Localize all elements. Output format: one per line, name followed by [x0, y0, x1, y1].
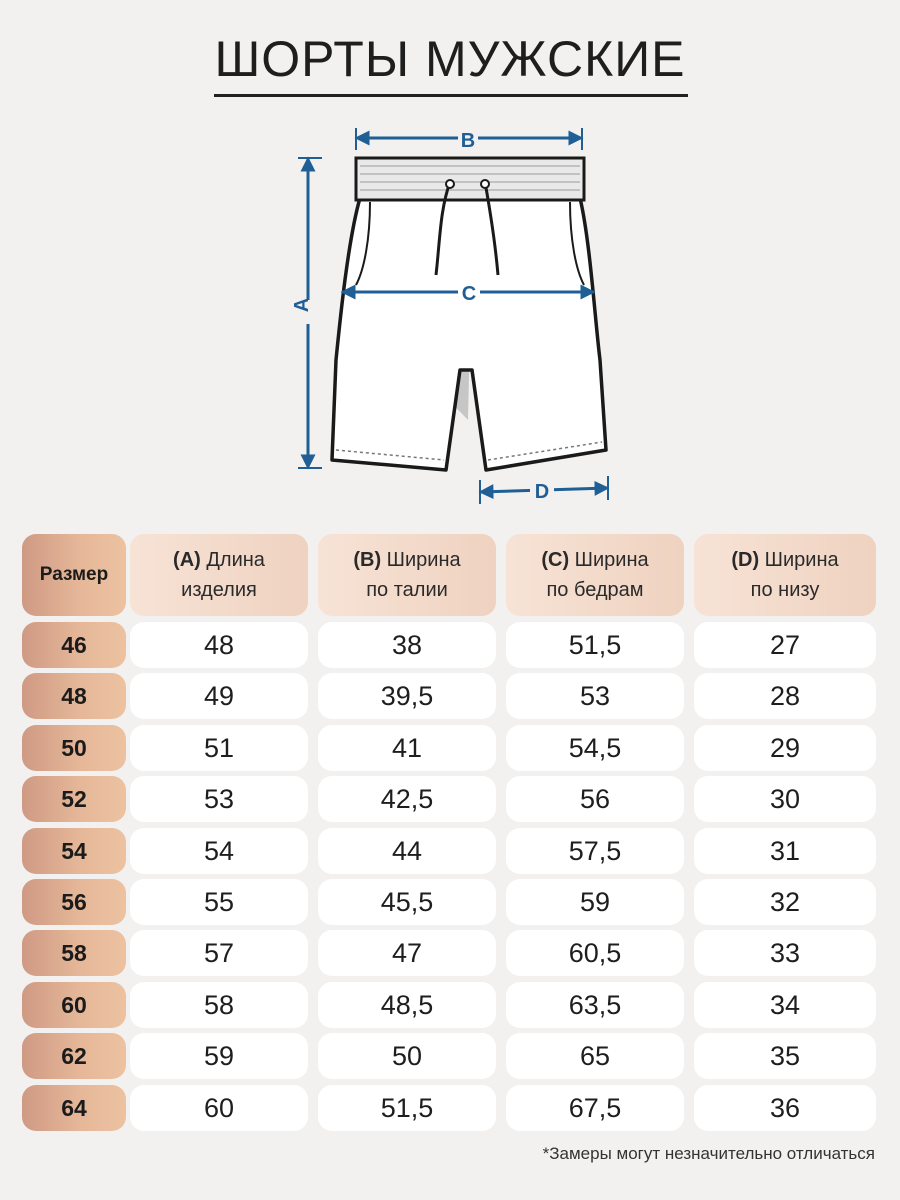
value-cell-d: 33	[694, 930, 876, 976]
size-cell: 56	[22, 879, 126, 925]
value-cell-c: 63,5	[506, 982, 684, 1028]
column-key: (B)	[353, 549, 382, 571]
value-cell-a: 55	[130, 879, 308, 925]
size-cell: 60	[22, 982, 126, 1028]
label-c: C	[461, 283, 477, 305]
value-cell-a: 48	[130, 622, 308, 668]
column-subtitle: по талии	[366, 579, 448, 601]
value-cell-b: 38	[318, 622, 496, 668]
column-subtitle: изделия	[181, 579, 257, 601]
size-cell: 48	[22, 673, 126, 719]
value-cell-c: 51,5	[506, 622, 684, 668]
value-cell-a: 60	[130, 1085, 308, 1131]
value-cell-d: 34	[694, 982, 876, 1028]
shorts-diagram	[290, 120, 630, 520]
value-cell-c: 59	[506, 879, 684, 925]
column-header-d	[694, 534, 876, 616]
value-cell-d: 35	[694, 1033, 876, 1079]
title-underline	[214, 94, 688, 97]
size-cell: 54	[22, 828, 126, 874]
size-cell: 52	[22, 776, 126, 822]
value-cell-c: 53	[506, 673, 684, 719]
column-subtitle: по низу	[750, 579, 820, 601]
value-cell-b: 51,5	[318, 1085, 496, 1131]
size-cell: 64	[22, 1085, 126, 1131]
value-cell-b: 45,5	[318, 879, 496, 925]
value-cell-b: 50	[318, 1033, 496, 1079]
value-cell-c: 65	[506, 1033, 684, 1079]
label-d: D	[534, 481, 550, 503]
value-cell-a: 58	[130, 982, 308, 1028]
column-header-c	[506, 534, 684, 616]
column-title: Ширина	[386, 549, 461, 571]
size-cell: 50	[22, 725, 126, 771]
value-cell-b: 42,5	[318, 776, 496, 822]
column-header-a	[130, 534, 308, 616]
column-key: (C)	[541, 549, 570, 571]
label-a: A	[291, 297, 313, 313]
value-cell-d: 31	[694, 828, 876, 874]
label-b: B	[460, 130, 476, 152]
size-cell: 58	[22, 930, 126, 976]
value-cell-c: 60,5	[506, 930, 684, 976]
column-key: (A)	[173, 549, 201, 571]
column-title: Ширина	[764, 549, 839, 571]
value-cell-b: 48,5	[318, 982, 496, 1028]
column-title: Ширина	[574, 549, 649, 571]
column-title: Длина	[206, 549, 265, 571]
page-title: ШОРТЫ МУЖСКИЕ	[214, 31, 686, 87]
value-cell-c: 57,5	[506, 828, 684, 874]
footnote: *Замеры могут незначительно отличаться	[542, 1144, 875, 1163]
value-cell-b: 47	[318, 930, 496, 976]
value-cell-c: 56	[506, 776, 684, 822]
value-cell-d: 27	[694, 622, 876, 668]
value-cell-d: 28	[694, 673, 876, 719]
value-cell-d: 29	[694, 725, 876, 771]
value-cell-a: 49	[130, 673, 308, 719]
value-cell-a: 54	[130, 828, 308, 874]
size-cell: 46	[22, 622, 126, 668]
value-cell-d: 32	[694, 879, 876, 925]
value-cell-a: 59	[130, 1033, 308, 1079]
value-cell-d: 36	[694, 1085, 876, 1131]
size-cell: 62	[22, 1033, 126, 1079]
value-cell-a: 51	[130, 725, 308, 771]
column-key: (D)	[731, 549, 760, 571]
size-header: Размер	[22, 534, 126, 616]
value-cell-c: 67,5	[506, 1085, 684, 1131]
column-subtitle: по бедрам	[546, 579, 644, 601]
value-cell-a: 53	[130, 776, 308, 822]
value-cell-a: 57	[130, 930, 308, 976]
value-cell-b: 41	[318, 725, 496, 771]
value-cell-c: 54,5	[506, 725, 684, 771]
column-header-b	[318, 534, 496, 616]
value-cell-b: 44	[318, 828, 496, 874]
value-cell-d: 30	[694, 776, 876, 822]
value-cell-b: 39,5	[318, 673, 496, 719]
shorts-outline	[332, 198, 606, 470]
